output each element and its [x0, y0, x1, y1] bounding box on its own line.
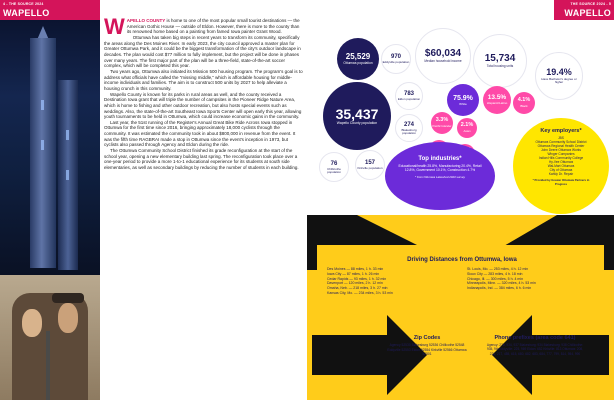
right-page	[307, 0, 614, 400]
key-employers-list	[521, 136, 601, 176]
top-industries-circle	[385, 142, 495, 210]
bubble-label: Eddyville population	[382, 60, 410, 64]
bubble-label: Total housing units	[486, 63, 514, 68]
bubble-value: 274	[403, 121, 414, 128]
employer-item: Winger Companies	[547, 152, 575, 156]
bubble-label: Eldon population	[397, 97, 421, 101]
bubble-value: 4.1%	[517, 97, 531, 104]
bubble-total-housing	[473, 34, 527, 88]
bubble-eldon-pop	[395, 82, 423, 110]
distance-item: Omaha, Neb. — 218 miles, 3 h. 27 min	[327, 286, 388, 291]
window-shape	[66, 130, 69, 140]
road-arrows-graphic	[307, 215, 614, 400]
key-employers-circle	[513, 118, 609, 214]
phone-prefixes	[485, 335, 585, 356]
bubble-white	[447, 84, 479, 116]
left-county-name: WAPELLO	[3, 8, 50, 18]
employer-item: Kwikly Dr. Repair	[548, 172, 574, 176]
bubble-label: Blakesburg population	[401, 127, 417, 135]
driving-distances	[327, 257, 597, 296]
bubble-label: Have Bachelor's degree or higher	[541, 77, 577, 84]
bubble-bachelors	[535, 52, 583, 100]
right-county-name: WAPELLO	[564, 8, 611, 18]
bubble-value: 2.1%	[460, 122, 474, 129]
paragraph-3: Two years ago, Ottumwa also initiated its Mission 500 housing program. The program's goal is to address what officials have called the "missing middle," which is affordable housing for middle-income individuals and families. The aim is to construct 500 units by 2027 to help alleviate a housing crunch in this community.	[104, 68, 303, 91]
bubble-black	[513, 92, 535, 114]
distance-item: Kansas City, Mo. — 234 miles, 3 h. 53 min	[327, 290, 393, 295]
employer-item: Ottumwa Community School District	[535, 140, 587, 144]
employer-item: City of Ottumwa	[549, 168, 573, 172]
drop-cap: W	[104, 14, 125, 39]
bubble-hispanic	[483, 86, 511, 114]
window-shape	[41, 140, 44, 150]
american-gothic-photo	[0, 275, 100, 400]
hat-shape	[52, 293, 84, 303]
bubble-value: 783	[403, 91, 414, 97]
right-page-label: THE SOURCE 2024 - 5	[570, 2, 611, 6]
bubble-value: 970	[390, 54, 401, 60]
bubble-chillicothe-pop	[319, 152, 349, 182]
bubble-pacific	[431, 112, 453, 134]
bubble-value: 3.3%	[435, 117, 449, 124]
bubble-value: 19.4%	[546, 67, 572, 77]
bubble-blakesburg-pop	[395, 114, 423, 142]
bubble-label: Kirkville population	[357, 166, 383, 170]
tower-shape	[30, 38, 56, 268]
bubble-label: Black	[520, 103, 528, 108]
bubble-ottumwa-pop	[337, 38, 379, 80]
distances-right-list	[467, 267, 597, 296]
gothic-building-photo	[0, 20, 100, 275]
face-woman	[22, 309, 42, 337]
paragraph-4: Wapello County is known for its parks in rural areas as well, and the county received a Destination Iowa grant that will triple the number of campsites in the Pioneer Ridge Nature Area, which is home to fishing and other outdoor recreation, but also hosts special events such as weddings. Also, the state-of-the-art Southeast Iowa Sports Center will open early this year, allowing youth tournaments to be held in Ottumwa, which could increase economic gains in the community.	[104, 91, 302, 120]
zip-codes	[387, 335, 467, 357]
window-shape	[66, 170, 69, 180]
bubble-label: Hispanic/Latino	[486, 101, 508, 106]
bubble-value: 15,734	[484, 52, 516, 64]
bubble-value: $60,034	[424, 47, 462, 59]
distance-item: Indianapolis, Ind. — 384 miles, 6 h. 6 min	[467, 286, 532, 291]
distance-item: Iowa City — 87 miles, 1 h. 26 min	[327, 271, 380, 276]
paragraph-5: Last year, the 51st running of the Register's Annual Great Bike Ride Across Iowa stopped in Ottumwa for the first time since 2016, bringing approximately 18,000 cyclists through the community. It was estimated the community took in about $800,000 in revenue from the event. It was the fifth time RAGBRAI made a stop in Ottumwa since the event's inception in 1973, but cyclists also passed through Agency and Eldon during the ride.	[104, 119, 296, 148]
employer-item: Hy-Vee Ottumwa	[548, 160, 574, 164]
key-employers-note: * Provided by Greater Ottumwa Partners in Progress	[532, 178, 590, 186]
bubble-asian	[457, 118, 477, 138]
bubble-value: 25,529	[345, 51, 371, 61]
paragraph-1	[104, 14, 303, 39]
bubble-median-income	[415, 28, 471, 84]
distance-item: Chicago, Ill. — 300 miles, 5 h. 4 min	[467, 276, 524, 281]
zip-body: Agency 52530 Blakesburg 52536 Chillicothe 52548 Eddyville 52553 Eldon 52554 Kirkville 52566 Ottumwa 52501	[387, 343, 467, 356]
employer-item: Indian Hills Community College	[538, 156, 584, 160]
window-shape	[41, 100, 44, 110]
distance-item: Minneapolis, Minn. — 320 miles, 4 h. 53 min	[467, 281, 536, 286]
top-industries-title: Top industries*	[418, 156, 462, 162]
bubble-label: Wapello County population	[336, 120, 378, 125]
lead-highlight: APELLO COUNTY	[126, 18, 166, 23]
bubble-value: 157	[364, 160, 375, 166]
distance-item: Sioux City — 283 miles, 4 h. 18 min	[467, 271, 523, 276]
distance-item: Des Moines — 88 miles, 1 h. 33 min	[327, 267, 384, 271]
bubble-value: 75.9%	[453, 94, 473, 102]
bubble-county-pop	[323, 82, 391, 150]
top-industries-note: * from Ottumwa Lakeshed 2023 survey	[415, 174, 465, 179]
paragraph-2: Ottumwa has taken big steps in recent years to transform its community, specifically the areas along the Des Moines River. In early 2023, the city council approved a master plan for Greater Ottumwa Park, and it could be the biggest transformation of the city's outdoor landscape in decades. The plan would cost $77 million to fully implement, but the project will be done in phases over many years. The first major part of the plan will be a three-field, state-of-the-art soccer complex, which will be completed this year.	[104, 34, 301, 69]
phone-body: Agency: 278, 934, 937 Blakesburg: 934 Blakesburg: 938 Chillicothe: 935, 9th Eddyville: 225, 969 Eldon: 652 Kirkville: 813 Ottumwa: 208, 226, 217, 455, 615, 680, 682, 683, 684, 777, 799, 814, 954, 990	[486, 343, 584, 356]
bubble-kirkville-pop	[355, 150, 385, 180]
bubble-label: Ottumwa population	[343, 60, 373, 65]
right-header	[554, 0, 614, 20]
distance-item: Davenport — 120 miles, 2 h. 12 min	[327, 281, 383, 286]
bubble-value: 13.5%	[487, 93, 507, 101]
bubble-label: Pacific Islander	[432, 123, 452, 128]
left-page-label: 4 - THE SOURCE 2024	[3, 2, 44, 6]
employer-item: John Deere Ottumwa Works	[541, 148, 581, 152]
paragraph-1-text: is home to one of the most popular small tourist destinations — the American Gothic House — outside of Eldon. However, there is more to the county than its renowned home based on a painting from famed Iowa painter Grant Wood.	[126, 18, 300, 35]
bubble-eddyville-pop	[381, 44, 411, 74]
article-column	[104, 14, 303, 171]
distances-title: Driving Distances from Ottumwa, Iowa	[407, 257, 517, 263]
paragraph-6: The Ottumwa Community School District finished its grade reconfiguration at the start of the school year, opening a new elementary building last spring. The reconfiguration took place over a one-year period to provide a more 1-to-1 educational experience for its students at south side elementaries, as well as secondary buildings by reducing the number of students in each building.	[104, 148, 299, 171]
bubble-label: Chillicothe population	[327, 166, 341, 174]
bubble-label: Median household income	[424, 58, 462, 63]
employer-item: JBS	[558, 136, 564, 140]
distance-item: Cedar Rapids — 93 miles, 1 h. 32 min	[327, 276, 387, 281]
top-industries-body: Educational/health 25.8%, Manufacturing 20.4%, Retail 12.8%, Government 10.1%, Construction 4.7%	[398, 164, 482, 173]
bubble-label: Asian	[463, 128, 471, 133]
phone-title: Phone prefixes (area code 641)	[494, 335, 576, 341]
bubble-value: 76	[330, 160, 338, 167]
distance-item: St. Louis, Mo. — 253 miles, 4 h. 12 min	[467, 267, 529, 271]
zip-title: Zip Codes	[413, 335, 441, 341]
employer-item: Wal-Mart Ottumwa	[547, 164, 575, 168]
left-header	[0, 0, 100, 20]
distances-left-list	[327, 267, 457, 296]
employer-item: Ottumwa Regional Health Center	[537, 144, 585, 148]
road-sign-section	[307, 215, 614, 400]
face-man	[58, 303, 78, 333]
pitchfork-shape	[46, 331, 50, 400]
key-employers-title: Key employers*	[540, 128, 582, 134]
bubble-label: White	[459, 101, 467, 106]
bubble-value: 35,437	[335, 105, 379, 122]
